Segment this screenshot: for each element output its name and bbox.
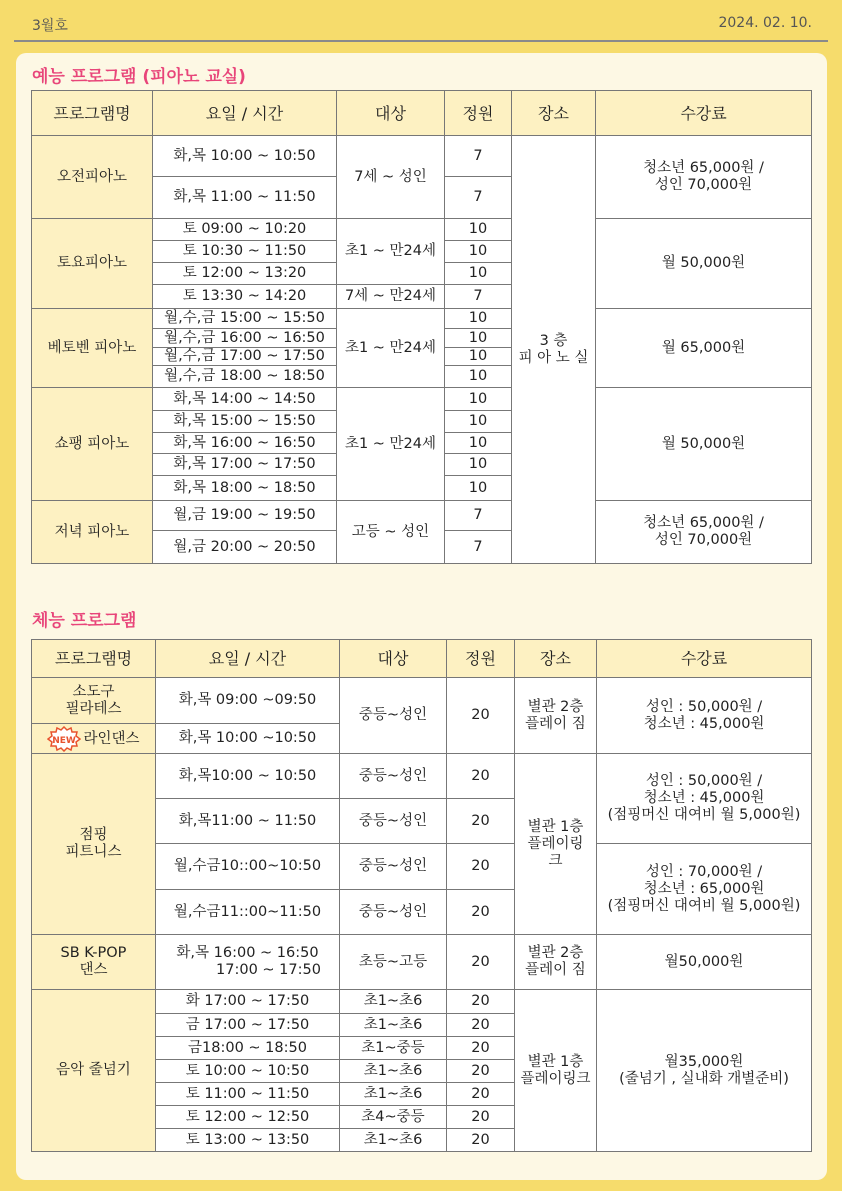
sports-program-table — [31, 639, 812, 1152]
capacity-cell: 20 — [447, 1083, 515, 1106]
table-row — [32, 754, 812, 799]
time-cell: 월,수,금 17:00 ~ 17:50 — [153, 348, 337, 366]
capacity-cell: 20 — [447, 799, 515, 844]
time-line: 17:00 ~ 17:50 — [216, 962, 321, 978]
time-cell: 화,목 18:00 ~ 18:50 — [153, 476, 337, 501]
capacity-cell: 7 — [445, 285, 512, 309]
column-header: 정원 — [445, 91, 512, 136]
fee-line: (점핑머신 대여비 월 5,000원) — [607, 897, 801, 914]
new-badge-icon — [47, 728, 81, 750]
target-cell: 초1~초6 — [340, 1060, 447, 1083]
program-name-line: 댄스 — [79, 962, 108, 978]
capacity-cell: 10 — [445, 433, 512, 454]
issue-label: 3월호 — [32, 18, 68, 34]
capacity-cell: 20 — [447, 1106, 515, 1129]
new-badge-label: NEW — [52, 735, 77, 746]
issue-date: 2024. 02. 10. — [718, 15, 812, 31]
table-row — [32, 678, 812, 724]
capacity-cell: 10 — [445, 454, 512, 476]
location-line: 별관 1층 — [527, 1053, 584, 1070]
time-cell: 토 10:30 ~ 11:50 — [153, 241, 337, 263]
column-header: 수강료 — [597, 640, 812, 678]
time-cell: 월,수,금 18:00 ~ 18:50 — [153, 366, 337, 388]
time-cell: 월,금 20:00 ~ 20:50 — [153, 531, 337, 564]
fee-cell: 월 50,000원 — [596, 219, 812, 309]
table-row — [32, 219, 812, 241]
column-header: 요일 / 시간 — [156, 640, 340, 678]
program-name — [32, 935, 156, 990]
capacity-cell: 10 — [445, 263, 512, 285]
time-cell: 화,목11:00 ~ 11:50 — [156, 799, 340, 844]
target-cell: 초1 ~ 만24세 — [337, 388, 445, 501]
table-row — [32, 136, 812, 177]
program-name: 베토벤 피아노 — [32, 309, 153, 388]
target-cell: 초1 ~ 만24세 — [337, 219, 445, 285]
capacity-cell: 20 — [447, 1014, 515, 1037]
capacity-cell: 20 — [447, 935, 515, 990]
fee-line: (점핑머신 대여비 월 5,000원) — [607, 807, 801, 823]
capacity-cell: 7 — [445, 531, 512, 564]
time-cell: 화 17:00 ~ 17:50 — [156, 990, 340, 1014]
capacity-cell: 10 — [445, 309, 512, 329]
location-cell — [515, 678, 597, 754]
program-name: 토요피아노 — [32, 219, 153, 309]
location-line: 플레이링 — [527, 835, 584, 852]
target-cell: 고등 ~ 성인 — [337, 501, 445, 564]
time-cell: 화,목 10:00 ~10:50 — [156, 724, 340, 754]
time-cell: 금 17:00 ~ 17:50 — [156, 1014, 340, 1037]
location-line: 3 층 — [539, 332, 568, 349]
capacity-cell: 20 — [447, 844, 515, 890]
time-cell: 월,금 19:00 ~ 19:50 — [153, 501, 337, 531]
capacity-cell: 7 — [445, 177, 512, 219]
table-row — [32, 935, 812, 990]
location-line: 플레이 짐 — [525, 962, 586, 978]
piano-program-table — [31, 90, 812, 564]
time-cell: 월,수,금 15:00 ~ 15:50 — [153, 309, 337, 329]
program-name-line: 피트니스 — [65, 844, 122, 860]
fee-cell: 월 50,000원 — [596, 388, 812, 501]
time-cell: 월,수,금 16:00 ~ 16:50 — [153, 329, 337, 348]
time-cell: 토 10:00 ~ 10:50 — [156, 1060, 340, 1083]
fee-line: 월35,000원 — [664, 1053, 744, 1070]
program-name: 음악 줄넘기 — [32, 990, 156, 1152]
target-cell: 7세 ~ 만24세 — [337, 285, 445, 309]
column-header: 프로그램명 — [32, 91, 153, 136]
target-cell: 초4~중등 — [340, 1106, 447, 1129]
program-name: 쇼팽 피아노 — [32, 388, 153, 501]
location-cell — [515, 990, 597, 1152]
time-cell: 토 09:00 ~ 10:20 — [153, 219, 337, 241]
time-cell: 화,목 14:00 ~ 14:50 — [153, 388, 337, 411]
time-cell: 화,목 17:00 ~ 17:50 — [153, 454, 337, 476]
time-cell: 화,목10:00 ~ 10:50 — [156, 754, 340, 799]
location-line: 플레이링크 — [520, 1070, 591, 1087]
column-header: 대상 — [337, 91, 445, 136]
time-line: 화,목 16:00 ~ 16:50 — [176, 945, 319, 961]
program-name: 저녁 피아노 — [32, 501, 153, 564]
time-cell: 화,목 15:00 ~ 15:50 — [153, 411, 337, 433]
target-cell: 중등~성인 — [340, 799, 447, 844]
target-cell: 초등~고등 — [340, 935, 447, 990]
table-row — [32, 501, 812, 531]
capacity-cell: 10 — [445, 388, 512, 411]
capacity-cell: 20 — [447, 890, 515, 935]
table-row — [32, 388, 812, 411]
target-cell: 중등~성인 — [340, 844, 447, 890]
time-cell: 월,수금10::00~10:50 — [156, 844, 340, 890]
location-line: 플레이 짐 — [525, 715, 586, 732]
target-cell: 초1~중등 — [340, 1037, 447, 1060]
program-name-line: 필라테스 — [65, 700, 122, 717]
section-title-sports: 체능 프로그램 — [32, 611, 137, 631]
section-title-arts: 예능 프로그램 (피아노 교실) — [32, 67, 246, 87]
capacity-cell: 20 — [447, 1060, 515, 1083]
target-cell: 중등~성인 — [340, 754, 447, 799]
location-line: 크 — [548, 852, 563, 869]
column-header: 프로그램명 — [32, 640, 156, 678]
fee-line: 청소년 : 45,000원 — [643, 715, 765, 732]
target-cell: 초1 ~ 만24세 — [337, 309, 445, 388]
time-cell: 월,수금11::00~11:50 — [156, 890, 340, 935]
column-header: 장소 — [515, 640, 597, 678]
location-cell — [515, 935, 597, 990]
fee-line: 성인 70,000원 — [654, 177, 753, 193]
fee-cell: 월 65,000원 — [596, 309, 812, 388]
location-cell — [512, 136, 596, 564]
capacity-cell: 20 — [447, 678, 515, 754]
column-header: 요일 / 시간 — [153, 91, 337, 136]
column-header: 수강료 — [596, 91, 812, 136]
capacity-cell: 7 — [445, 136, 512, 177]
fee-line: 성인 : 70,000원 / — [645, 863, 763, 880]
target-cell: 중등~성인 — [340, 678, 447, 754]
capacity-cell: 20 — [447, 1129, 515, 1152]
time-cell: 화,목 11:00 ~ 11:50 — [153, 177, 337, 219]
time-cell: 화,목 10:00 ~ 10:50 — [153, 136, 337, 177]
program-name: 오전피아노 — [32, 136, 153, 219]
target-cell: 초1~초6 — [340, 990, 447, 1014]
target-cell: 초1~초6 — [340, 1129, 447, 1152]
table-row — [32, 990, 812, 1014]
fee-line: 성인 : 50,000원 / — [645, 698, 763, 715]
page-header — [0, 0, 842, 42]
time-cell: 금18:00 ~ 18:50 — [156, 1037, 340, 1060]
capacity-cell: 20 — [447, 754, 515, 799]
location-cell — [515, 754, 597, 935]
program-name — [32, 724, 156, 754]
fee-cell — [597, 990, 812, 1152]
time-cell: 화,목 09:00 ~09:50 — [156, 678, 340, 724]
fee-line: 성인 70,000원 — [654, 532, 753, 548]
capacity-cell: 10 — [445, 366, 512, 388]
program-name-line: 라인댄스 — [83, 730, 140, 747]
location-line: 별관 2층 — [527, 945, 584, 961]
time-cell: 토 11:00 ~ 11:50 — [156, 1083, 340, 1106]
capacity-cell: 7 — [445, 501, 512, 531]
capacity-cell: 10 — [445, 329, 512, 348]
time-cell: 토 13:00 ~ 13:50 — [156, 1129, 340, 1152]
program-name-line: 소도구 — [72, 683, 115, 700]
target-cell: 중등~성인 — [340, 890, 447, 935]
capacity-cell: 20 — [447, 1037, 515, 1060]
fee-cell — [597, 678, 812, 754]
fee-line: 청소년 : 45,000원 — [643, 790, 765, 806]
column-header: 장소 — [512, 91, 596, 136]
fee-cell — [596, 136, 812, 219]
fee-line: 성인 : 50,000원 / — [645, 773, 763, 789]
header-divider — [14, 40, 828, 42]
program-name — [32, 754, 156, 935]
capacity-cell: 10 — [445, 219, 512, 241]
fee-line: 청소년 65,000원 / — [643, 160, 764, 176]
column-header: 정원 — [447, 640, 515, 678]
location-line: 피 아 노 실 — [518, 349, 589, 366]
location-line: 별관 2층 — [527, 698, 584, 715]
capacity-cell: 20 — [447, 990, 515, 1014]
fee-cell — [596, 501, 812, 564]
target-cell: 초1~초6 — [340, 1083, 447, 1106]
time-cell: 토 12:00 ~ 12:50 — [156, 1106, 340, 1129]
fee-line: (줄넘기 , 실내화 개별준비) — [619, 1070, 789, 1087]
program-name-line: SB K-POP — [60, 945, 127, 961]
capacity-cell: 10 — [445, 476, 512, 501]
target-cell: 7세 ~ 성인 — [337, 136, 445, 219]
table-header-row — [32, 640, 812, 678]
fee-line: 청소년 : 65,000원 — [643, 880, 765, 897]
time-cell: 토 13:30 ~ 14:20 — [153, 285, 337, 309]
target-cell: 초1~초6 — [340, 1014, 447, 1037]
fee-cell — [597, 754, 812, 844]
fee-cell: 월50,000원 — [597, 935, 812, 990]
time-cell: 토 12:00 ~ 13:20 — [153, 263, 337, 285]
fee-cell — [597, 844, 812, 935]
capacity-cell: 10 — [445, 411, 512, 433]
time-cell — [156, 935, 340, 990]
time-cell: 화,목 16:00 ~ 16:50 — [153, 433, 337, 454]
capacity-cell: 10 — [445, 241, 512, 263]
fee-line: 청소년 65,000원 / — [643, 515, 764, 531]
capacity-cell: 10 — [445, 348, 512, 366]
table-header-row — [32, 91, 812, 136]
program-name — [32, 678, 156, 724]
column-header: 대상 — [340, 640, 447, 678]
location-line: 별관 1층 — [527, 818, 584, 835]
program-name-line: 점핑 — [79, 827, 108, 843]
table-row — [32, 309, 812, 329]
